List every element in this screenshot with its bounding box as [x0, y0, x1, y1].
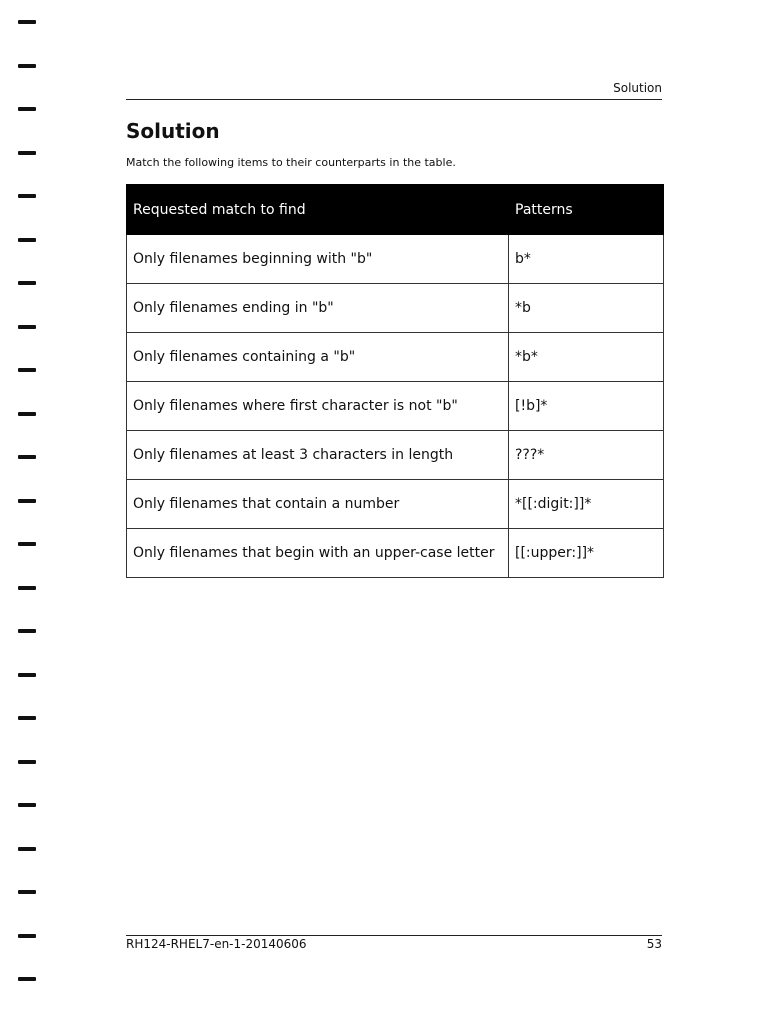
- binding-mark: [18, 499, 36, 503]
- binding-mark: [18, 760, 36, 764]
- running-header-title: Solution: [613, 81, 662, 95]
- binding-mark: [18, 64, 36, 68]
- binding-mark: [18, 803, 36, 807]
- requested-match-cell: Only filenames ending in "b": [127, 284, 509, 333]
- binding-mark: [18, 716, 36, 720]
- binding-mark: [18, 934, 36, 938]
- table-header-row: [127, 185, 664, 235]
- binding-mark: [18, 281, 36, 285]
- binding-mark: [18, 890, 36, 894]
- table-row: [127, 431, 664, 480]
- binding-mark: [18, 107, 36, 111]
- table-row: [127, 529, 664, 578]
- pattern-cell: *b: [509, 284, 664, 333]
- requested-match-cell: Only filenames that begin with an upper-case letter: [127, 529, 509, 578]
- binding-mark: [18, 977, 36, 981]
- binding-mark: [18, 455, 36, 459]
- requested-match-cell: Only filenames where first character is not "b": [127, 382, 509, 431]
- binding-mark: [18, 368, 36, 372]
- pattern-cell: *b*: [509, 333, 664, 382]
- table-row: [127, 333, 664, 382]
- binding-mark: [18, 194, 36, 198]
- binding-mark: [18, 325, 36, 329]
- binding-mark: [18, 151, 36, 155]
- requested-match-cell: Only filenames containing a "b": [127, 333, 509, 382]
- footer-page-number: 53: [646, 937, 662, 951]
- requested-match-cell: Only filenames that contain a number: [127, 480, 509, 529]
- binding-mark: [18, 629, 36, 633]
- pattern-cell: [!b]*: [509, 382, 664, 431]
- table-row: [127, 284, 664, 333]
- matching-table: [126, 184, 664, 578]
- running-header: [126, 78, 662, 100]
- binding-mark: [18, 847, 36, 851]
- running-footer: [126, 935, 662, 954]
- footer-document-id: RH124-RHEL7-en-1-20140606: [126, 937, 307, 951]
- requested-match-cell: Only filenames beginning with "b": [127, 235, 509, 284]
- pattern-cell: b*: [509, 235, 664, 284]
- pattern-cell: ???*: [509, 431, 664, 480]
- binding-mark: [18, 238, 36, 242]
- pattern-cell: [[:upper:]]*: [509, 529, 664, 578]
- binding-hole-marks: [0, 0, 40, 1024]
- binding-mark: [18, 542, 36, 546]
- table-row: [127, 235, 664, 284]
- page-title: Solution: [126, 119, 220, 143]
- table-row: [127, 480, 664, 529]
- instruction-text: Match the following items to their counterparts in the table.: [126, 156, 456, 169]
- table-row: [127, 382, 664, 431]
- binding-mark: [18, 673, 36, 677]
- binding-mark: [18, 412, 36, 416]
- column-header-requested-match: Requested match to find: [127, 185, 509, 235]
- column-header-patterns: Patterns: [509, 185, 664, 235]
- pattern-cell: *[[:digit:]]*: [509, 480, 664, 529]
- binding-mark: [18, 586, 36, 590]
- requested-match-cell: Only filenames at least 3 characters in length: [127, 431, 509, 480]
- binding-mark: [18, 20, 36, 24]
